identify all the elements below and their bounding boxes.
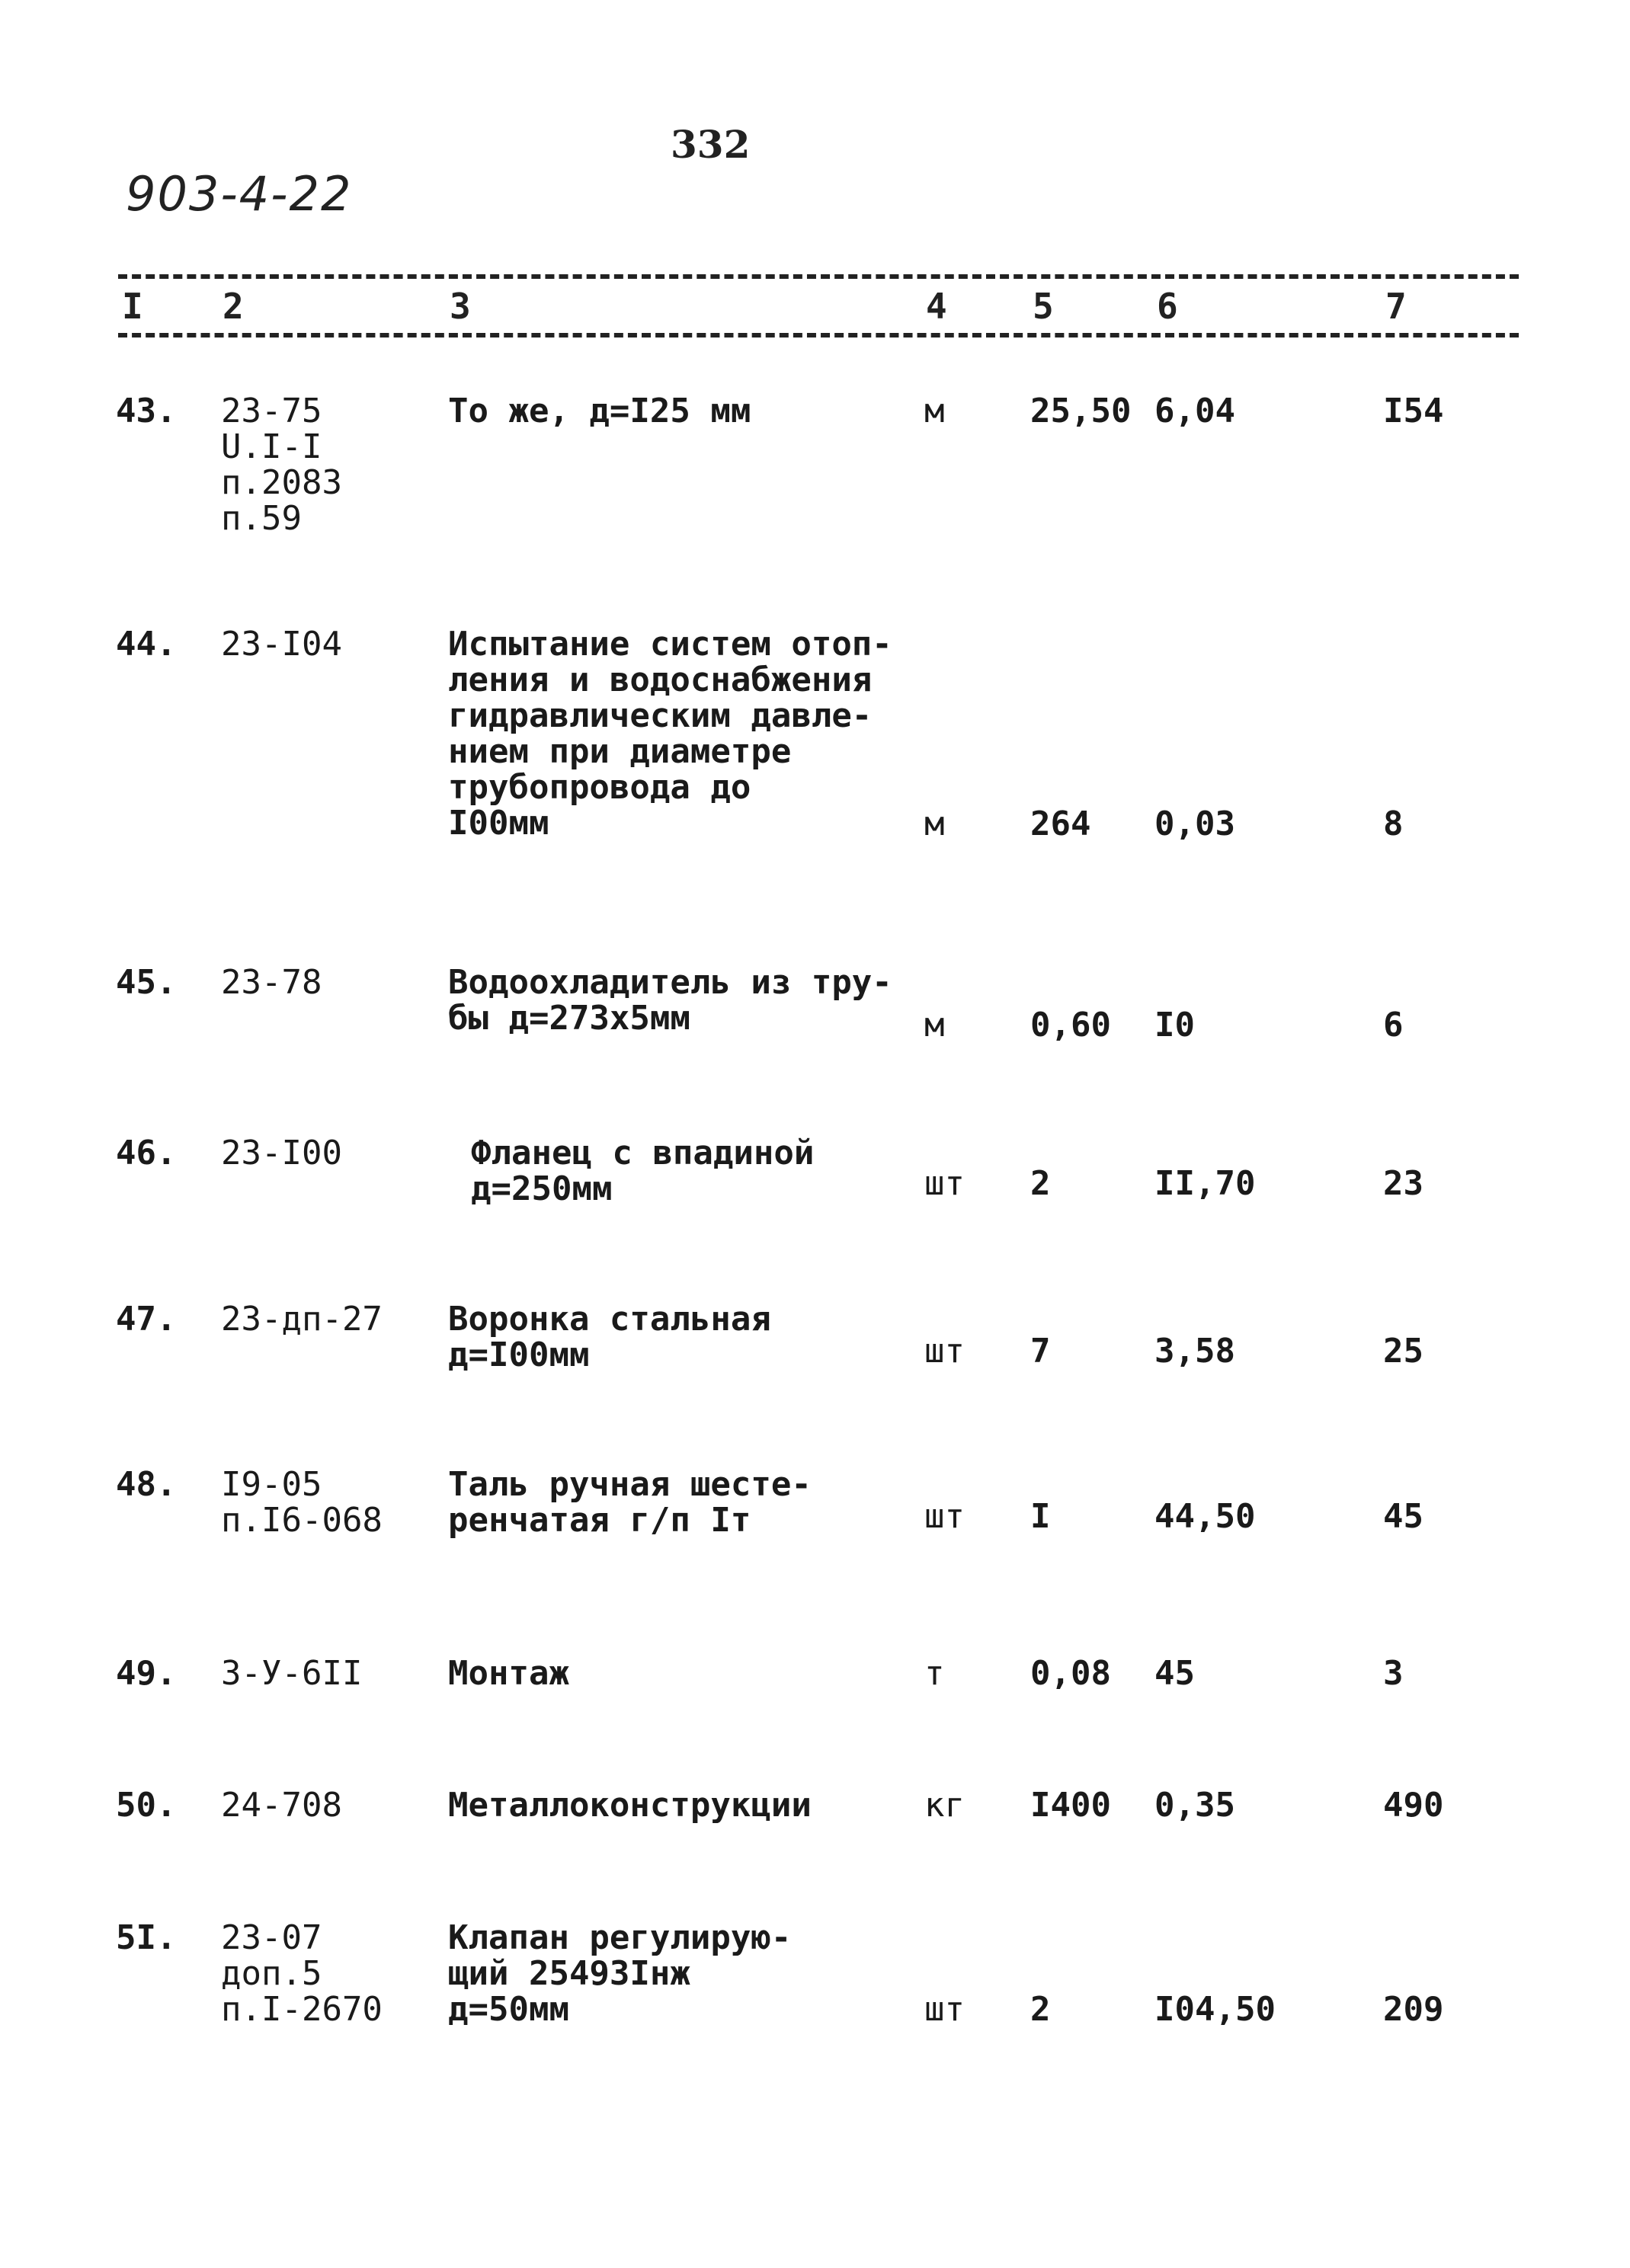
unit: шт: [924, 1990, 965, 2029]
item-name: Монтаж: [448, 1654, 569, 1693]
quantity: 264: [1030, 805, 1091, 843]
row-number: 45.: [116, 963, 177, 1002]
item-name: Клапан регулирую- щий 25493Iнж д=50мм: [448, 1918, 792, 2029]
rate-code: 24-708: [221, 1786, 342, 1825]
unit: м: [924, 805, 945, 843]
total: I54: [1383, 392, 1444, 430]
unit: шт: [924, 1164, 965, 1203]
rate-code: 23-78: [221, 963, 322, 1002]
unit-price: II,70: [1154, 1164, 1256, 1203]
item-name: Фланец с впадиной д=250мм: [471, 1134, 815, 1208]
total: 25: [1383, 1332, 1423, 1371]
column-header-6: 6: [1157, 286, 1178, 327]
quantity: 2: [1030, 1164, 1051, 1203]
quantity: 0,60: [1030, 1006, 1111, 1044]
rate-code: I9-05 п.I6-068: [221, 1465, 383, 1540]
rate-code: 23-I04: [221, 625, 342, 664]
row-number: 5I.: [116, 1918, 177, 1957]
item-name: Металлоконструкции: [448, 1786, 812, 1825]
quantity: I: [1030, 1497, 1051, 1536]
unit: кг: [924, 1786, 965, 1825]
row-number: 48.: [116, 1465, 177, 1504]
unit-price: 44,50: [1154, 1497, 1256, 1536]
item-name: Воронка стальная д=I00мм: [448, 1300, 771, 1374]
row-number: 43.: [116, 392, 177, 430]
quantity: 2: [1030, 1990, 1051, 2029]
unit-price: 0,03: [1154, 805, 1235, 843]
unit: м: [924, 392, 945, 430]
rate-code: 23-дп-27: [221, 1300, 383, 1339]
item-name: Испытание систем отоп- ления и водоснабжения гидравлическим давле- нием при диаметре трубопровода до I00мм: [448, 625, 892, 843]
unit-price: 0,35: [1154, 1786, 1235, 1825]
column-header-7: 7: [1385, 286, 1407, 327]
unit-price: 45: [1154, 1654, 1195, 1693]
quantity: I400: [1030, 1786, 1111, 1825]
rate-code: 23-75 U.I-I п.2083 п.59: [221, 392, 342, 538]
item-name: То же, д=I25 мм: [448, 392, 751, 430]
page-number: 332: [671, 122, 751, 167]
total: 23: [1383, 1164, 1423, 1203]
unit-price: I0: [1154, 1006, 1195, 1044]
header-rule-bottom: [118, 333, 1519, 337]
column-header-3: 3: [450, 286, 471, 327]
total: 209: [1383, 1990, 1444, 2029]
unit: шт: [924, 1332, 965, 1371]
unit: шт: [924, 1497, 965, 1536]
column-header-2: 2: [223, 286, 244, 327]
unit: м: [924, 1006, 945, 1044]
rate-code: 23-07 доп.5 п.I-2670: [221, 1918, 383, 2029]
rate-code: 23-I00: [221, 1134, 342, 1172]
row-number: 44.: [116, 625, 177, 664]
rate-code: 3-У-6II: [221, 1654, 363, 1693]
header-rule-top: [118, 274, 1519, 279]
row-number: 50.: [116, 1786, 177, 1825]
row-number: 47.: [116, 1300, 177, 1339]
unit-price: I04,50: [1154, 1990, 1276, 2029]
column-header-1: I: [122, 286, 143, 327]
total: 6: [1383, 1006, 1404, 1044]
row-number: 46.: [116, 1134, 177, 1172]
total: 8: [1383, 805, 1404, 843]
item-name: Водоохладитель из тру- бы д=273х5мм: [448, 963, 892, 1038]
total: 490: [1383, 1786, 1444, 1825]
unit-price: 3,58: [1154, 1332, 1235, 1371]
unit-price: 6,04: [1154, 392, 1235, 430]
item-name: Таль ручная шесте- ренчатая г/п Iт: [448, 1465, 812, 1540]
column-header-5: 5: [1033, 286, 1054, 327]
quantity: 7: [1030, 1332, 1051, 1371]
total: 45: [1383, 1497, 1423, 1536]
column-header-4: 4: [926, 286, 947, 327]
quantity: 0,08: [1030, 1654, 1111, 1693]
quantity: 25,50: [1030, 392, 1132, 430]
row-number: 49.: [116, 1654, 177, 1693]
total: 3: [1383, 1654, 1404, 1693]
document-code: 903-4-22: [126, 166, 353, 222]
unit: т: [924, 1654, 945, 1693]
